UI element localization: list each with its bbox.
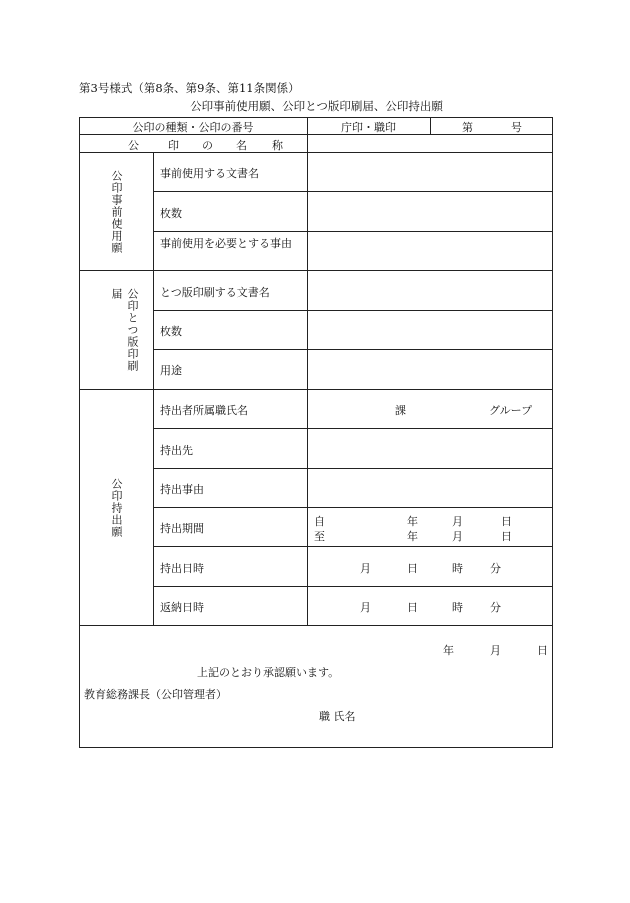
- print-count-field[interactable]: [308, 311, 553, 349]
- row-label: とつ版印刷する文書名: [160, 286, 270, 299]
- month-label: 月: [452, 530, 463, 543]
- form-title: 公印事前使用願、公印とつ版印刷届、公印持出願: [190, 99, 443, 113]
- period-from-label: 自: [314, 515, 325, 528]
- seal-type-label: 公印の種類・公印の番号: [132, 121, 254, 134]
- footer-day-label: 日: [537, 644, 548, 657]
- number-suffix: 号: [511, 121, 522, 134]
- agency-seal-label: 庁印・職印: [341, 121, 396, 134]
- seal-name-char: 称: [272, 139, 283, 152]
- signer-label: 職 氏名: [319, 710, 356, 723]
- seal-name-char: の: [202, 139, 213, 152]
- hour-label: 時: [452, 562, 463, 575]
- sheet-count-field[interactable]: [308, 192, 553, 230]
- seal-name-field[interactable]: [307, 136, 553, 152]
- month-label: 月: [360, 562, 371, 575]
- day-label: 日: [501, 515, 512, 528]
- seal-name-char: 名: [236, 139, 247, 152]
- period-to-label: 至: [314, 530, 325, 543]
- hour-label: 時: [452, 601, 463, 614]
- document-name-field[interactable]: [308, 153, 553, 191]
- row-label: 持出事由: [160, 483, 204, 496]
- section-title-relief-print: 公印とつ版印刷届: [110, 288, 139, 372]
- addressee: 教育総務課長（公印管理者）: [84, 688, 227, 701]
- row-divider: [153, 546, 553, 547]
- section-title-take-out: 公印持出願: [110, 478, 123, 538]
- section-divider: [79, 389, 553, 390]
- row-divider: [153, 586, 553, 587]
- row-label: 枚数: [160, 325, 182, 338]
- section-title-advance-use: 公印事前使用願: [110, 170, 123, 254]
- purpose-field[interactable]: [308, 350, 553, 388]
- row-label: 事前使用する文書名: [160, 167, 259, 180]
- day-label: 日: [407, 601, 418, 614]
- destination-field[interactable]: [308, 429, 553, 467]
- row-label: 持出先: [160, 444, 193, 457]
- row-label: 事前使用を必要とする事由: [160, 237, 292, 250]
- footer-year-label: 年: [443, 644, 454, 657]
- row-label: 返納日時: [160, 601, 204, 614]
- dept-label: 課: [395, 404, 406, 417]
- seal-name-char: 印: [168, 139, 179, 152]
- day-label: 日: [407, 562, 418, 575]
- row-label: 持出期間: [160, 522, 204, 535]
- row-divider: [153, 507, 553, 508]
- minute-label: 分: [490, 562, 501, 575]
- day-label: 日: [501, 530, 512, 543]
- number-prefix: 第: [462, 121, 473, 134]
- print-document-field[interactable]: [308, 271, 553, 309]
- column-divider: [430, 117, 431, 134]
- month-label: 月: [360, 601, 371, 614]
- seal-name-char: 公: [128, 139, 139, 152]
- form-number: 第3号様式（第8条、第9条、第11条関係）: [79, 81, 300, 95]
- reason-field[interactable]: [308, 232, 553, 270]
- take-out-reason-field[interactable]: [308, 469, 553, 506]
- signer-name-field[interactable]: [370, 704, 540, 724]
- section-divider: [79, 625, 553, 626]
- row-label: 用途: [160, 364, 182, 377]
- year-label: 年: [407, 515, 418, 528]
- month-label: 月: [452, 515, 463, 528]
- minute-label: 分: [490, 601, 501, 614]
- row-label: 枚数: [160, 207, 182, 220]
- column-divider: [153, 152, 154, 625]
- row-label: 持出者所属職氏名: [160, 404, 248, 417]
- row-label: 持出日時: [160, 562, 204, 575]
- group-label: グループ: [489, 404, 533, 417]
- year-label: 年: [407, 530, 418, 543]
- request-text: 上記のとおり承認願います。: [197, 666, 340, 679]
- footer-month-label: 月: [490, 644, 501, 657]
